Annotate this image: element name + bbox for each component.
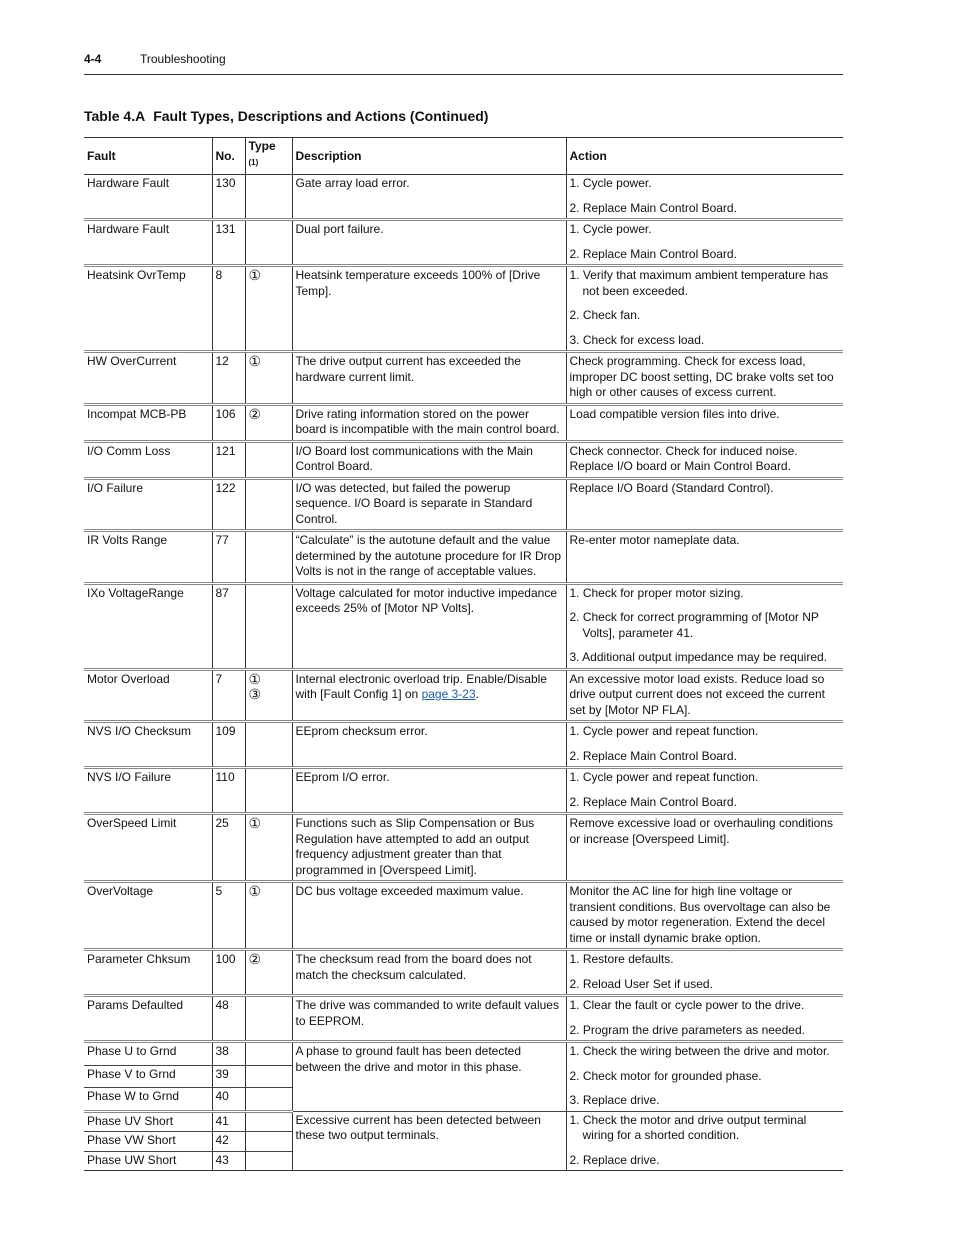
action-step: 1. Verify that maximum ambient temperature has not been exceeded. xyxy=(569,268,829,298)
action-steps xyxy=(570,268,841,348)
action-step: 2. Check motor for grounded phase. xyxy=(569,1068,762,1083)
action-steps xyxy=(570,1044,841,1109)
fault-name: IXo VoltageRange xyxy=(84,583,212,669)
fault-name: OverSpeed Limit xyxy=(84,814,212,882)
table-row xyxy=(84,882,843,950)
table-caption-label: Table 4.A xyxy=(84,108,146,124)
table-row xyxy=(84,220,843,266)
fault-action xyxy=(566,266,843,352)
fault-number: 38 xyxy=(212,1042,245,1066)
fault-name: Heatsink OvrTemp xyxy=(84,266,212,352)
fault-name: IR Volts Range xyxy=(84,531,212,584)
table-row xyxy=(84,814,843,882)
fault-name: Phase UV Short xyxy=(84,1111,212,1132)
fault-description: A phase to ground fault has been detected between the drive and motor in this phase. xyxy=(292,1042,566,1112)
fault-description: Heatsink temperature exceeds 100% of [Drive Temp]. xyxy=(292,266,566,352)
fault-description: EEprom checksum error. xyxy=(292,722,566,768)
fault-action: Monitor the AC line for high line voltage or transient conditions. Bus overvoltage can also be caused by motor regeneration. Extend the decel time or install dynamic brake option. xyxy=(566,882,843,950)
column-header-description: Description xyxy=(292,138,566,175)
action-step: 2. Check fan. xyxy=(569,308,641,322)
fault-type xyxy=(245,1111,292,1132)
fault-name: Phase VW Short xyxy=(84,1132,212,1152)
fault-description xyxy=(292,669,566,722)
action-step: 1. Cycle power and repeat function. xyxy=(569,770,759,784)
fault-action xyxy=(566,220,843,266)
fault-table-body xyxy=(84,175,843,1171)
fault-action: Load compatible version files into drive. xyxy=(566,404,843,441)
action-step: 2. Replace Main Control Board. xyxy=(569,748,737,763)
fault-action xyxy=(566,722,843,768)
fault-description: DC bus voltage exceeded maximum value. xyxy=(292,882,566,950)
fault-name: Hardware Fault xyxy=(84,220,212,266)
fault-action xyxy=(566,175,843,220)
fault-description: EEprom I/O error. xyxy=(292,768,566,814)
fault-type: ① ③ xyxy=(245,669,292,722)
table-row xyxy=(84,352,843,405)
fault-action: Check connector. Check for induced noise. Replace I/O board or Main Control Board. xyxy=(566,441,843,478)
fault-type xyxy=(245,1132,292,1152)
fault-number: 8 xyxy=(212,266,245,352)
fault-name: Phase V to Grnd xyxy=(84,1065,212,1087)
column-header-type xyxy=(245,138,292,175)
action-step: 1. Check the wiring between the drive and motor. xyxy=(569,1044,830,1058)
fault-name: Phase U to Grnd xyxy=(84,1042,212,1066)
action-steps xyxy=(570,770,841,810)
table-row xyxy=(84,1111,843,1132)
action-steps xyxy=(570,952,841,992)
description-text-end: . xyxy=(475,687,479,701)
column-header-action: Action xyxy=(566,138,843,175)
table-row xyxy=(84,1042,843,1066)
fault-number: 130 xyxy=(212,175,245,220)
description-text: Internal electronic overload trip. Enable/Disable with [Fault Config 1] on xyxy=(295,671,547,701)
table-row xyxy=(84,531,843,584)
fault-number: 42 xyxy=(212,1132,245,1152)
fault-action xyxy=(566,996,843,1042)
fault-number: 106 xyxy=(212,404,245,441)
table-row xyxy=(84,175,843,220)
action-step: 2. Replace Main Control Board. xyxy=(569,200,737,215)
fault-description: Excessive current has been detected between these two output terminals. xyxy=(292,1111,566,1171)
fault-description: Drive rating information stored on the power board is incompatible with the main control board. xyxy=(292,404,566,441)
fault-action: Remove excessive load or overhauling conditions or increase [Overspeed Limit]. xyxy=(566,814,843,882)
action-step: 1. Check for proper motor sizing. xyxy=(569,585,744,600)
fault-number: 43 xyxy=(212,1151,245,1171)
fault-description: I/O Board lost communications with the Main Control Board. xyxy=(292,441,566,478)
section-title: Troubleshooting xyxy=(140,52,226,66)
fault-type: ① xyxy=(245,882,292,950)
fault-number: 39 xyxy=(212,1065,245,1087)
fault-number: 40 xyxy=(212,1087,245,1111)
fault-number: 48 xyxy=(212,996,245,1042)
page-reference-link[interactable]: page 3-23 xyxy=(421,687,476,701)
action-step: 1. Clear the fault or cycle power to the drive. xyxy=(569,998,805,1012)
action-step: 2. Replace drive. xyxy=(569,1152,660,1167)
table-row xyxy=(84,583,843,669)
fault-type xyxy=(245,1065,292,1087)
fault-name: I/O Comm Loss xyxy=(84,441,212,478)
fault-action xyxy=(566,950,843,996)
table-row xyxy=(84,768,843,814)
action-steps xyxy=(570,724,841,764)
action-steps xyxy=(570,586,841,666)
fault-number: 131 xyxy=(212,220,245,266)
fault-number: 110 xyxy=(212,768,245,814)
fault-table xyxy=(84,137,843,1171)
fault-name: OverVoltage xyxy=(84,882,212,950)
fault-number: 25 xyxy=(212,814,245,882)
fault-action: Replace I/O Board (Standard Control). xyxy=(566,478,843,531)
table-row xyxy=(84,266,843,352)
fault-type xyxy=(245,722,292,768)
fault-type xyxy=(245,1151,292,1171)
fault-action xyxy=(566,768,843,814)
fault-action: An excessive motor load exists. Reduce load so drive output current does not exceed the current set by [Motor NP FLA]. xyxy=(566,669,843,722)
fault-name: Hardware Fault xyxy=(84,175,212,220)
page-header xyxy=(84,52,843,75)
table-row xyxy=(84,996,843,1042)
fault-name: Params Defaulted xyxy=(84,996,212,1042)
table-header-row xyxy=(84,138,843,175)
fault-number: 12 xyxy=(212,352,245,405)
action-step: 2. Reload User Set if used. xyxy=(569,976,713,991)
action-step: 3. Replace drive. xyxy=(569,1093,660,1107)
fault-type xyxy=(245,1042,292,1066)
fault-description: The drive was commanded to write default values to EEPROM. xyxy=(292,996,566,1042)
fault-name: Motor Overload xyxy=(84,669,212,722)
action-steps xyxy=(570,222,841,262)
action-step: 2. Replace Main Control Board. xyxy=(569,246,737,261)
fault-type xyxy=(245,996,292,1042)
fault-name: NVS I/O Failure xyxy=(84,768,212,814)
page-number: 4-4 xyxy=(84,52,102,66)
column-header-no: No. xyxy=(212,138,245,175)
fault-number: 87 xyxy=(212,583,245,669)
fault-name: I/O Failure xyxy=(84,478,212,531)
fault-description: I/O was detected, but failed the powerup sequence. I/O Board is separate in Standard Control. xyxy=(292,478,566,531)
fault-action: Check programming. Check for excess load, improper DC boost setting, DC brake volts set too high or other causes of excess current. xyxy=(566,352,843,405)
fault-number: 100 xyxy=(212,950,245,996)
fault-description: Functions such as Slip Compensation or Bus Regulation have attempted to add an output frequency adjustment greater than that programmed in [Overspeed Limit]. xyxy=(292,814,566,882)
action-step: 2. Check for correct programming of [Motor NP Volts], parameter 41. xyxy=(569,610,819,640)
action-step: 1. Cycle power. xyxy=(569,176,652,190)
fault-number: 122 xyxy=(212,478,245,531)
fault-number: 5 xyxy=(212,882,245,950)
action-step: 3. Additional output impedance may be required. xyxy=(569,650,828,664)
column-header-fault: Fault xyxy=(84,138,212,175)
action-step: 1. Check the motor and drive output terminal wiring for a shorted condition. xyxy=(569,1112,807,1142)
action-step: 1. Restore defaults. xyxy=(569,952,674,966)
fault-number: 109 xyxy=(212,722,245,768)
fault-name: Incompat MCB-PB xyxy=(84,404,212,441)
fault-name: NVS I/O Checksum xyxy=(84,722,212,768)
table-row xyxy=(84,722,843,768)
fault-number: 7 xyxy=(212,669,245,722)
fault-description: The drive output current has exceeded the hardware current limit. xyxy=(292,352,566,405)
fault-name: HW OverCurrent xyxy=(84,352,212,405)
fault-type xyxy=(245,441,292,478)
fault-name: Parameter Chksum xyxy=(84,950,212,996)
action-steps xyxy=(570,176,841,216)
action-step: 1. Cycle power and repeat function. xyxy=(569,724,759,738)
table-row xyxy=(84,478,843,531)
fault-type xyxy=(245,478,292,531)
table-caption-text: Fault Types, Descriptions and Actions (Continued) xyxy=(153,108,489,124)
table-row xyxy=(84,441,843,478)
fault-type xyxy=(245,175,292,220)
fault-type xyxy=(245,768,292,814)
action-step: 2. Replace Main Control Board. xyxy=(569,794,737,809)
table-caption xyxy=(84,108,488,124)
fault-description: Voltage calculated for motor inductive impedance exceeds 25% of [Motor NP Volts]. xyxy=(292,583,566,669)
table-row xyxy=(84,669,843,722)
type-footnote-marker: (1) xyxy=(248,157,259,167)
fault-name: Phase W to Grnd xyxy=(84,1087,212,1111)
fault-description: Gate array load error. xyxy=(292,175,566,220)
action-step: 3. Check for excess load. xyxy=(569,332,705,347)
fault-description: The checksum read from the board does not match the checksum calculated. xyxy=(292,950,566,996)
action-step: 2. Program the drive parameters as needed. xyxy=(569,1022,805,1037)
fault-type xyxy=(245,531,292,584)
table-row xyxy=(84,950,843,996)
fault-action xyxy=(566,1111,843,1171)
fault-description: “Calculate” is the autotune default and the value determined by the autotune procedure for IR Drop Volts is not in the range of acceptable values. xyxy=(292,531,566,584)
fault-type xyxy=(245,1087,292,1111)
fault-action xyxy=(566,1042,843,1112)
fault-name: Phase UW Short xyxy=(84,1151,212,1171)
fault-type: ① xyxy=(245,266,292,352)
fault-action xyxy=(566,583,843,669)
table-row xyxy=(84,404,843,441)
fault-type: ② xyxy=(245,404,292,441)
fault-action: Re-enter motor nameplate data. xyxy=(566,531,843,584)
action-steps xyxy=(570,1113,841,1169)
action-steps xyxy=(570,998,841,1038)
fault-number: 77 xyxy=(212,531,245,584)
fault-number: 41 xyxy=(212,1111,245,1132)
fault-type: ② xyxy=(245,950,292,996)
fault-number: 121 xyxy=(212,441,245,478)
fault-type: ① xyxy=(245,352,292,405)
action-step: 1. Cycle power. xyxy=(569,222,652,236)
fault-type xyxy=(245,583,292,669)
fault-type xyxy=(245,220,292,266)
column-header-type-label: Type xyxy=(248,139,276,153)
fault-type: ① xyxy=(245,814,292,882)
fault-description: Dual port failure. xyxy=(292,220,566,266)
